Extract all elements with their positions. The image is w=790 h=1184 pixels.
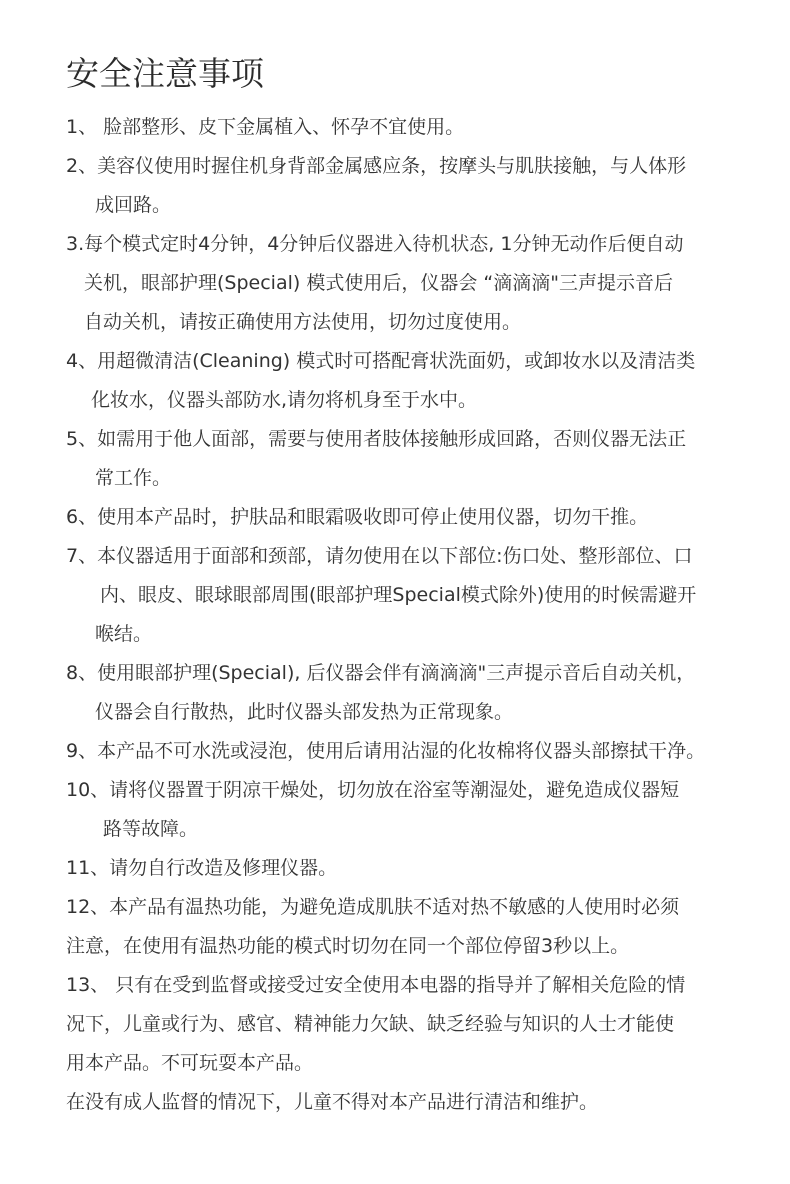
note-line: 10、请将仪器置于阴凉干燥处，切勿放在浴室等潮湿处，避免造成仪器短: [66, 779, 680, 801]
note-line: 注意，在使用有温热功能的模式时切勿在同一个部位停留3秒以上。: [66, 935, 630, 957]
note-line: 13、 只有在受到监督或接受过安全使用本电器的指导并了解相关危险的情: [66, 974, 686, 996]
note-line: 喉结。: [95, 623, 153, 645]
note-line: 1、 脸部整形、皮下金属植入、怀孕不宜使用。: [66, 116, 465, 138]
note-line: 自动关机，请按正确使用方法使用，切勿过度使用。: [84, 311, 522, 333]
note-line: 9、本产品不可水洗或浸泡，使用后请用沾湿的化妆棉将仪器头部擦拭干净。: [66, 740, 706, 762]
note-line: 常工作。: [95, 467, 172, 489]
note-line: 关机，眼部护理(Special) 模式使用后，仪器会 “滴滴滴"三声提示音后: [84, 272, 673, 294]
note-line: 11、请勿自行改造及修理仪器。: [66, 857, 338, 879]
note-line: 用本产品。不可玩耍本产品。: [66, 1052, 314, 1074]
note-line: 在没有成人监督的情况下，儿童不得对本产品进行清洁和维护。: [66, 1091, 599, 1113]
note-line: 12、本产品有温热功能，为避免造成肌肤不适对热不敏感的人使用时必须: [66, 896, 680, 918]
note-line: 6、使用本产品时，护肤品和眼霜吸收即可停止使用仪器，切勿干推。: [66, 506, 649, 528]
note-line: 内、眼皮、眼球眼部周围(眼部护理Special模式除外)使用的时候需避开: [100, 584, 697, 606]
note-line: 5、如需用于他人面部，需要与使用者肢体接触形成回路，否则仪器无法正: [66, 428, 687, 450]
note-line: 路等故障。: [103, 818, 199, 840]
page-title: 安全注意事项: [66, 54, 264, 93]
note-line: 成回路。: [95, 194, 172, 216]
note-line: 化妆水，仪器头部防水,请勿将机身至于水中。: [91, 389, 478, 411]
note-line: 2、美容仪使用时握住机身背部金属感应条，按摩头与肌肤接触，与人体形: [66, 155, 687, 177]
note-line: 4、用超微清洁(Cleaning) 模式时可搭配膏状洗面奶，或卸妆水以及清洁类: [66, 350, 696, 372]
note-line: 8、使用眼部护理(Special), 后仪器会伴有滴滴滴"三声提示音后自动关机，: [66, 662, 696, 684]
note-line: 3.每个模式定时4分钟，4分钟后仪器进入待机状态, 1分钟无动作后便自动: [66, 233, 684, 255]
note-line: 仪器会自行散热，此时仪器头部发热为正常现象。: [95, 701, 514, 723]
note-line: 7、本仪器适用于面部和颈部，请勿使用在以下部位:伤口处、整形部位、口: [66, 545, 693, 567]
note-line: 况下，儿童或行为、感官、精神能力欠缺、缺乏经验与知识的人士才能使: [66, 1013, 675, 1035]
